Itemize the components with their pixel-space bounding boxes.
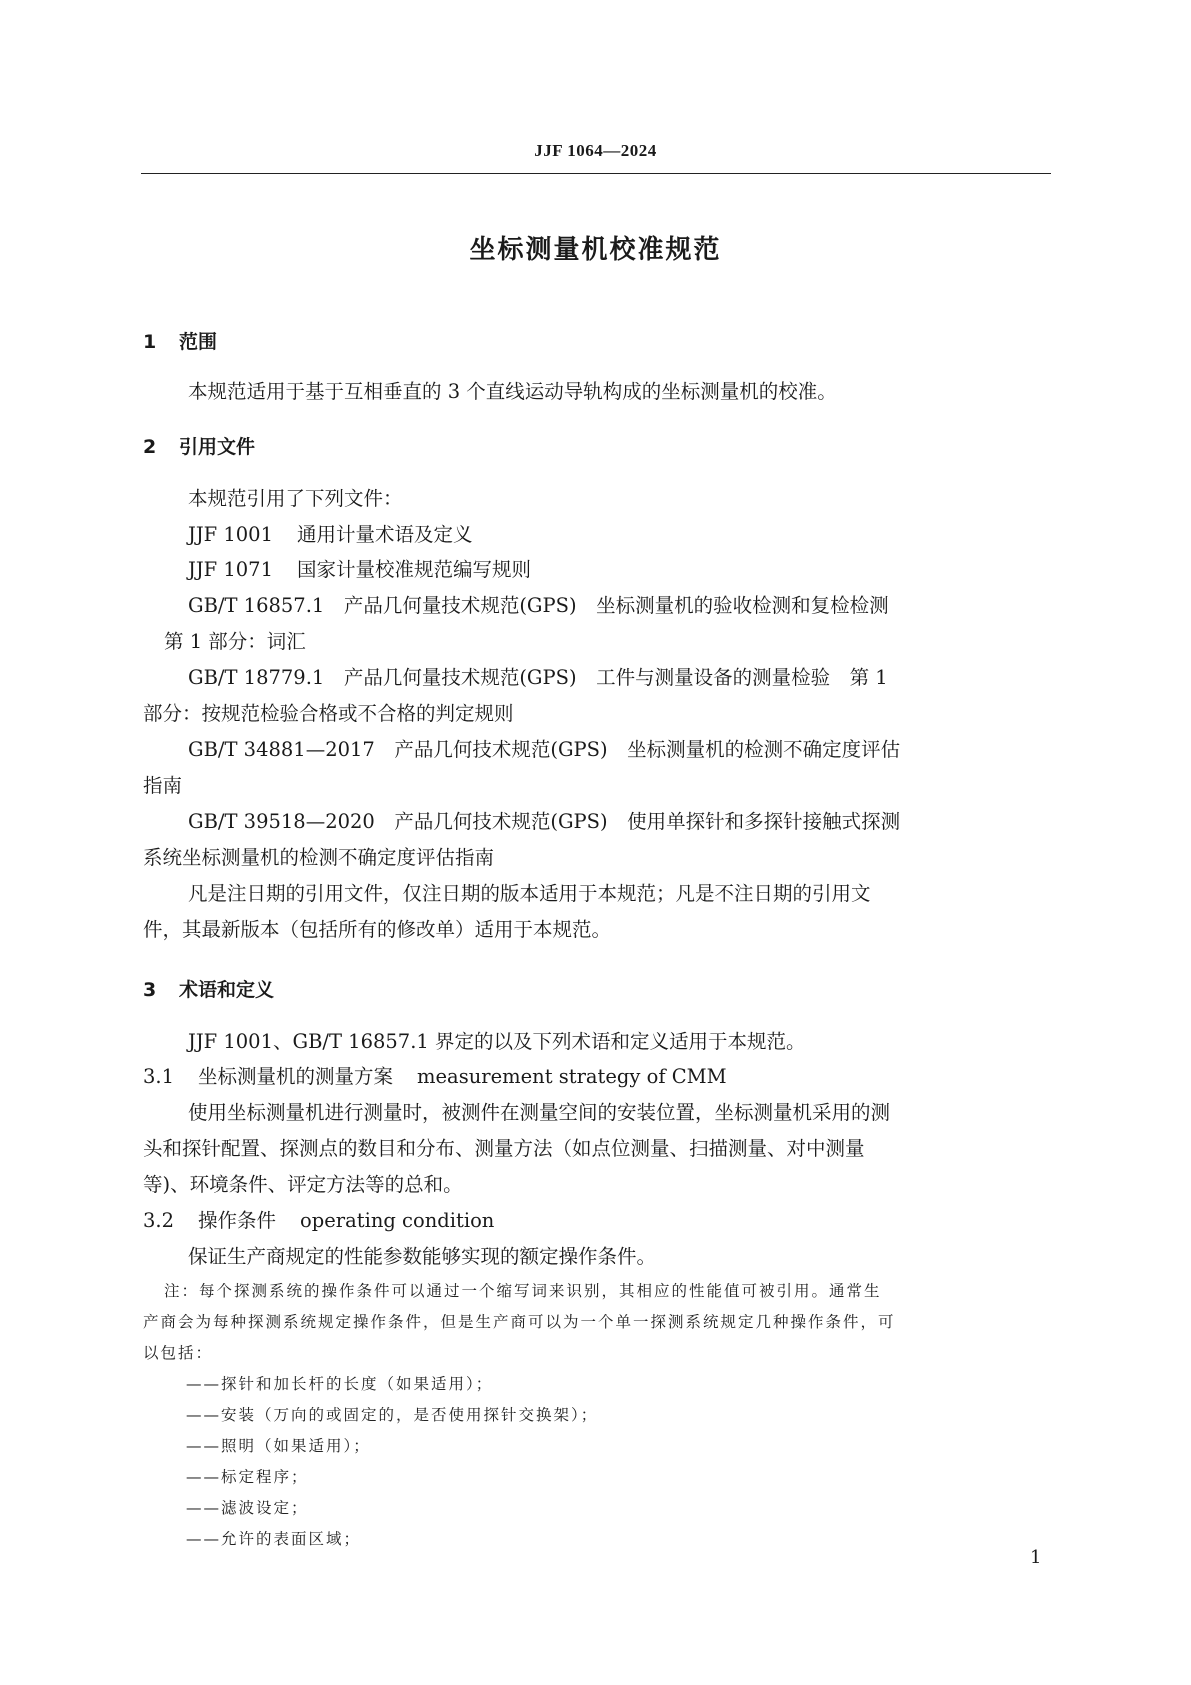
page-number: 1 [1030, 1547, 1042, 1568]
section-title: 范围 [179, 331, 218, 353]
ref-code: JJF 1001 [188, 523, 273, 546]
section-number: 3 [143, 979, 157, 1001]
header-rule [141, 173, 1051, 174]
section-number: 1 [143, 331, 157, 353]
ref-gbt34881-line2: 指南 [143, 774, 183, 797]
note-line3: 以包括： [143, 1344, 214, 1362]
note-list-item: ——探针和加长杆的长度（如果适用）； [186, 1375, 494, 1393]
note-list-item: ——标定程序； [186, 1468, 309, 1486]
ref-gbt16857-line1: GB/T 16857.1 产品几何量技术规范(GPS) 坐标测量机的验收检测和复检检测 [188, 594, 889, 617]
note-list-item: ——照明（如果适用）； [186, 1437, 371, 1455]
section-3-heading [143, 975, 274, 1002]
note-list-item: ——滤波设定； [186, 1499, 309, 1517]
section-number: 2 [143, 436, 157, 458]
term-3-1-definition-line3: 等)、环境条件、评定方法等的总和。 [143, 1173, 463, 1196]
note-list-item: ——安装（万向的或固定的，是否使用探针交换架）； [186, 1406, 599, 1424]
note-list-item: ——允许的表面区域； [186, 1530, 362, 1548]
note-line2: 产商会为每种探测系统规定操作条件，但是生产商可以为一个单一探测系统规定几种操作条件，可 [143, 1313, 896, 1331]
term-number: 3.2 [143, 1209, 175, 1232]
ref-title: 通用计量术语及定义 [297, 523, 473, 546]
section-title: 引用文件 [179, 436, 256, 458]
term-chinese: 坐标测量机的测量方案 [198, 1065, 394, 1088]
section-1-heading [143, 327, 217, 354]
dated-refs-line2: 件，其最新版本（包括所有的修改单）适用于本规范。 [143, 918, 612, 941]
term-english: measurement strategy of CMM [417, 1065, 727, 1088]
term-3-2-definition: 保证生产商规定的性能参数能够实现的额定操作条件。 [188, 1245, 657, 1268]
terms-intro: JJF 1001、GB/T 16857.1 界定的以及下列术语和定义适用于本规范。 [188, 1030, 806, 1053]
term-3-1-definition-line1: 使用坐标测量机进行测量时，被测件在测量空间的安装位置，坐标测量机采用的测 [188, 1101, 891, 1124]
section-title: 术语和定义 [179, 979, 275, 1001]
note-line1: 注：每个探测系统的操作条件可以通过一个缩写词来识别，其相应的性能值可被引用。通常生 [164, 1282, 882, 1300]
term-3-2-heading [143, 1211, 494, 1231]
ref-gbt18779-line2: 部分：按规范检验合格或不合格的判定规则 [143, 702, 514, 725]
dated-refs-line1: 凡是注日期的引用文件，仅注日期的版本适用于本规范；凡是不注日期的引用文 [188, 882, 871, 905]
ref-gbt39518-line1: GB/T 39518—2020 产品几何技术规范(GPS) 使用单探针和多探针接触式探测 [188, 810, 901, 833]
ref-gbt16857-line2: 第 1 部分：词汇 [164, 630, 306, 653]
section-2-heading [143, 432, 255, 459]
refs-intro: 本规范引用了下列文件： [188, 487, 403, 510]
standard-code: JJF 1064—2024 [534, 141, 657, 160]
ref-jjf1071 [188, 560, 531, 580]
ref-gbt18779-line1: GB/T 18779.1 产品几何量技术规范(GPS) 工件与测量设备的测量检验 第 1 [188, 666, 888, 689]
term-english: operating condition [300, 1209, 495, 1232]
ref-code: JJF 1071 [188, 558, 273, 581]
document-title: 坐标测量机校准规范 [469, 235, 722, 265]
term-number: 3.1 [143, 1065, 175, 1088]
ref-jjf1001 [188, 525, 473, 545]
ref-title: 国家计量校准规范编写规则 [297, 558, 532, 581]
term-chinese: 操作条件 [198, 1209, 277, 1232]
term-3-1-definition-line2: 头和探针配置、探测点的数目和分布、测量方法（如点位测量、扫描测量、对中测量 [143, 1137, 865, 1160]
scope-text: 本规范适用于基于互相垂直的 3 个直线运动导轨构成的坐标测量机的校准。 [188, 380, 837, 403]
term-3-1-heading [143, 1067, 727, 1087]
ref-gbt39518-line2: 系统坐标测量机的检测不确定度评估指南 [143, 846, 495, 869]
ref-gbt34881-line1: GB/T 34881—2017 产品几何技术规范(GPS) 坐标测量机的检测不确定度评估 [188, 738, 901, 761]
